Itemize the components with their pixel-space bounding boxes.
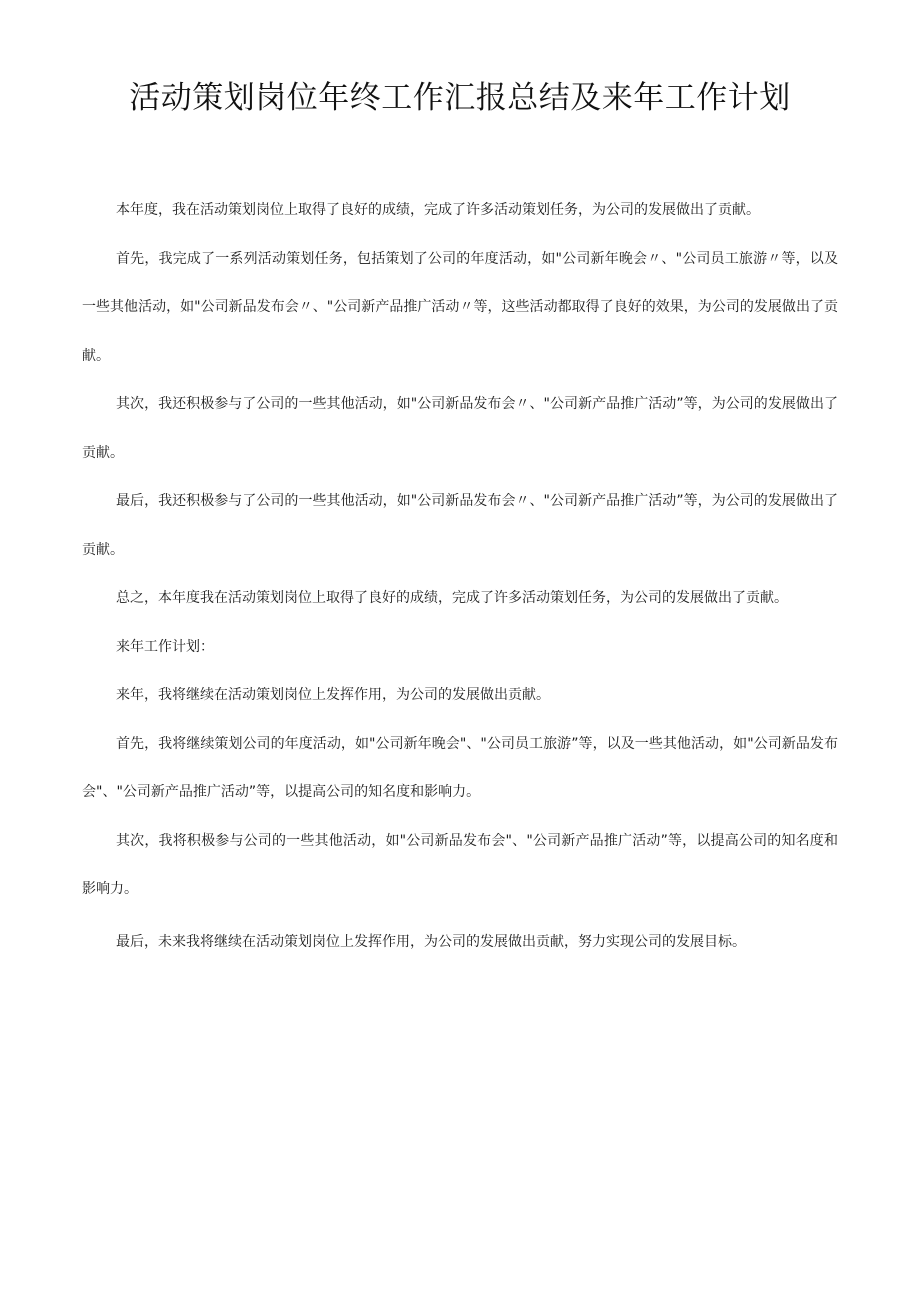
paragraph-third-achievement: 最后，我还积极参与了公司的一些其他活动，如"公司新品发布会〃、"公司新产品推广活动”等，为公司的发展做出了贡献。 [82, 493, 838, 558]
paragraph-plan-second: 其次，我将积极参与公司的一些其他活动，如"公司新品发布会"、"公司新产品推广活动”等，以提高公司的知名度和影响力。 [82, 832, 838, 897]
paragraph-intro: 本年度，我在活动策划岗位上取得了良好的成绩，完成了许多活动策划任务，为公司的发展做出了贡献。 [116, 202, 760, 218]
document-title: 活动策划岗位年终工作汇报总结及来年工作计划 [129, 80, 791, 116]
section-heading-next-year-plan: 来年工作计划： [116, 638, 214, 655]
paragraph-plan-intro: 来年，我将继续在活动策划岗位上发挥作用，为公司的发展做出贡献。 [116, 687, 550, 703]
paragraph-first-achievement: 首先，我完成了一系列活动策划任务，包括策划了公司的年度活动，如"公司新年晚会〃、"公司员工旅游〃等，以及一些其他活动，如"公司新品发布会〃、"公司新产品推广活动〃等，这些活动都取得了良好的效果，为公司的发展做出了贡献。 [82, 250, 838, 364]
document-body [82, 186, 838, 966]
paragraph-plan-final: 最后，未来我将继续在活动策划岗位上发挥作用，为公司的发展做出贡献，努力实现公司的发展目标。 [116, 933, 746, 950]
paragraph-summary: 总之，本年度我在活动策划岗位上取得了良好的成绩，完成了许多活动策划任务，为公司的发展做出了贡献。 [116, 590, 788, 606]
paragraph-second-achievement: 其次，我还积极参与了公司的一些其他活动，如"公司新品发布会〃、"公司新产品推广活动”等，为公司的发展做出了贡献。 [82, 396, 838, 461]
paragraph-plan-first: 首先，我将继续策划公司的年度活动，如"公司新年晚会"、"公司员工旅游”等，以及一些其他活动，如"公司新品发布会"、"公司新产品推广活动”等，以提高公司的知名度和影响力。 [82, 735, 838, 800]
